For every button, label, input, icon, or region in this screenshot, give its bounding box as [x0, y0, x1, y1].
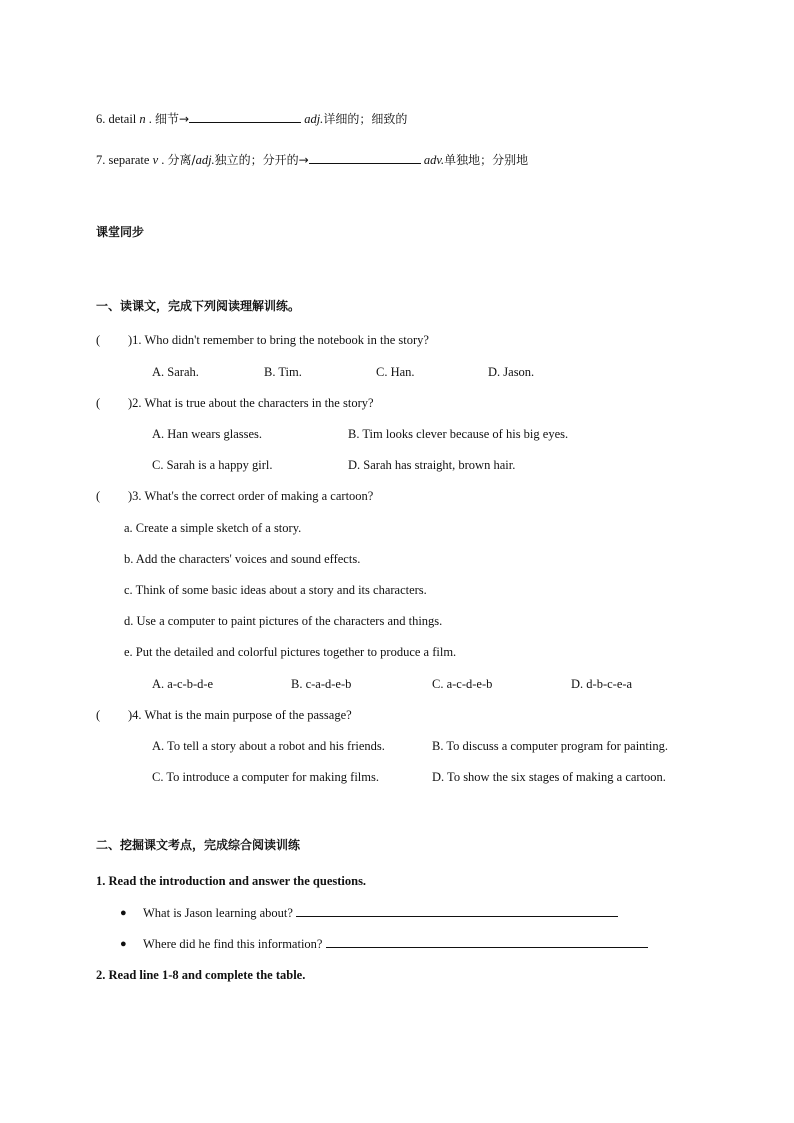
vocab-item-7: 7. separate v . 分离/adj.独立的；分开的→ adv.单独地；分别地: [96, 153, 529, 167]
answer-paren[interactable]: (: [96, 333, 101, 347]
option-c[interactable]: C. Sarah is a happy girl.: [152, 458, 273, 472]
option-a[interactable]: A. To tell a story about a robot and his friends.: [152, 739, 385, 753]
part2-heading: 二、挖掘课文考点，完成综合阅读训练: [96, 838, 301, 852]
option-b[interactable]: B. Tim.: [264, 365, 302, 379]
vocab-meaning-post: 单独地；分别地: [444, 153, 529, 167]
option-d[interactable]: D. To show the six stages of making a cartoon.: [432, 770, 666, 784]
vocab-pos-adj: adj.: [195, 153, 215, 167]
step-a: a. Create a simple sketch of a story.: [124, 521, 302, 535]
vocab-num: 6.: [96, 112, 106, 126]
question-stem: Who didn't remember to bring the notebook in the story?: [144, 333, 429, 347]
bullet-question-1: [143, 906, 618, 921]
option-a[interactable]: A. Han wears glasses.: [152, 427, 263, 441]
answer-blank[interactable]: [189, 112, 301, 123]
option-b[interactable]: B. Tim looks clever because of his big eyes.: [348, 427, 569, 441]
option-c[interactable]: C. a-c-d-e-b: [432, 677, 493, 691]
option-a[interactable]: A. Sarah.: [152, 365, 199, 379]
task-1: 1. Read the introduction and answer the questions.: [96, 874, 367, 888]
option-c[interactable]: C. To introduce a computer for making films.: [152, 770, 379, 784]
question-num: )4.: [128, 708, 142, 722]
question-2: [128, 396, 374, 411]
answer-blank[interactable]: [326, 937, 648, 948]
bullet-icon: ●: [120, 907, 127, 919]
question-stem: What's the correct order of making a cartoon?: [144, 489, 374, 503]
option-d[interactable]: D. Jason.: [488, 365, 535, 379]
answer-blank[interactable]: [296, 906, 618, 917]
step-d: d. Use a computer to paint pictures of the characters and things.: [124, 614, 443, 628]
bullet-text: What is Jason learning about?: [143, 906, 293, 920]
option-d[interactable]: D. Sarah has straight, brown hair.: [348, 458, 516, 472]
vocab-adj-meaning: 独立的；分开的→: [214, 153, 309, 167]
option-d[interactable]: D. d-b-c-e-a: [571, 677, 633, 691]
vocab-word: detail: [108, 112, 137, 126]
answer-paren[interactable]: (: [96, 708, 101, 722]
part1-heading: 一、读课文，完成下列阅读理解训练。: [96, 299, 301, 313]
bullet-text: Where did he find this information?: [143, 937, 323, 951]
option-c[interactable]: C. Han.: [376, 365, 415, 379]
vocab-meaning-post: 详细的；细致的: [323, 112, 408, 126]
step-c: c. Think of some basic ideas about a story and its characters.: [124, 583, 427, 597]
vocab-item-6: 6. detail n . 细节→ adj.详细的；细致的: [96, 112, 408, 126]
section-title: 课堂同步: [96, 225, 145, 239]
question-num: )2.: [128, 396, 142, 410]
question-3: [128, 489, 373, 504]
answer-paren[interactable]: (: [96, 489, 101, 503]
question-4: [128, 708, 352, 723]
question-1: [128, 333, 429, 348]
vocab-pos2: adv.: [423, 153, 445, 167]
task-2: 2. Read line 1-8 and complete the table.: [96, 968, 306, 982]
question-stem: What is the main purpose of the passage?: [144, 708, 352, 722]
answer-paren[interactable]: (: [96, 396, 101, 410]
answer-blank[interactable]: [309, 153, 421, 164]
step-e: e. Put the detailed and colorful pictures together to produce a film.: [124, 645, 457, 659]
vocab-meaning: 细节→: [155, 112, 190, 126]
vocab-word: separate: [108, 153, 150, 167]
vocab-pos: v: [152, 153, 159, 167]
vocab-meaning: 分离/: [167, 153, 196, 167]
vocab-num: 7.: [96, 153, 106, 167]
step-b: b. Add the characters' voices and sound effects.: [124, 552, 361, 566]
question-stem: What is true about the characters in the story?: [144, 396, 374, 410]
question-num: )3.: [128, 489, 142, 503]
vocab-pos2: adj.: [304, 112, 324, 126]
question-num: )1.: [128, 333, 142, 347]
bullet-question-2: [143, 937, 648, 952]
option-b[interactable]: B. To discuss a computer program for painting.: [432, 739, 669, 753]
vocab-pos: n: [139, 112, 146, 126]
option-b[interactable]: B. c-a-d-e-b: [291, 677, 352, 691]
bullet-icon: ●: [120, 938, 127, 950]
option-a[interactable]: A. a-c-b-d-e: [152, 677, 214, 691]
